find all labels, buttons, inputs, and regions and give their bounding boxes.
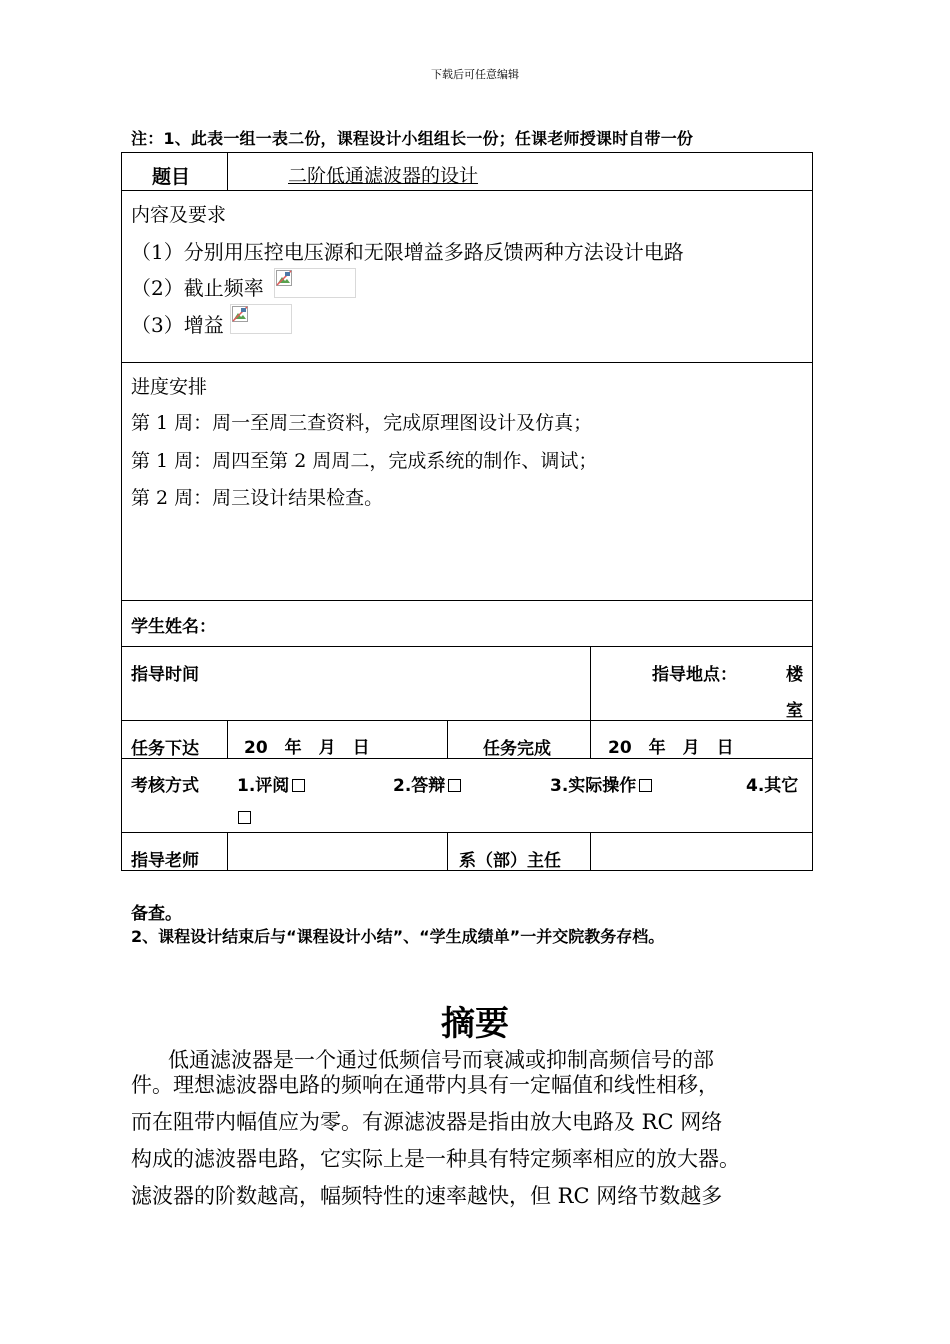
assessment-option-practical[interactable] (550, 771, 652, 796)
student-name-label: 学生姓名： (131, 617, 216, 637)
assessment-option-defense[interactable] (393, 771, 461, 796)
assessment-option-review[interactable] (237, 771, 305, 796)
checkbox-icon[interactable] (238, 811, 251, 824)
abstract-line-1: 低通滤波器是一个通过低频信号而衰减或抑制高频信号的部 (168, 1048, 714, 1072)
schedule-line-2: 第 1 周：周四至第 2 周周二，完成系统的制作、调试； (131, 450, 598, 472)
broken-image-icon (232, 306, 248, 322)
content-item-2: （2）截止频率 (131, 276, 264, 300)
checkbox-icon[interactable] (292, 779, 305, 792)
task-done-date: 20 年 月 日 (608, 738, 734, 758)
assessment-option-other[interactable] (746, 771, 798, 796)
schedule-line-3: 第 2 周：周三设计结果检查。 (131, 487, 384, 509)
checkbox-icon[interactable] (448, 779, 461, 792)
checkbox-icon[interactable] (639, 779, 652, 792)
dept-head-label: 系（部）主任 (459, 851, 561, 871)
broken-image-icon (276, 270, 292, 286)
abstract-title: 摘要 (441, 1004, 509, 1044)
remarks-line-2: 2、课程设计结束后与“课程设计小结”、“学生成绩单”一并交院教务存档。 (131, 927, 665, 946)
topic-value: 二阶低通滤波器的设计 (288, 165, 479, 187)
content-item-1: （1）分别用压控电压源和无限增益多路反馈两种方法设计电路 (131, 240, 684, 264)
gain-image (230, 304, 292, 334)
assessment-option-label: 1.评阅 (237, 776, 290, 796)
guide-place-room: 室 (786, 701, 803, 721)
guide-place-label: 指导地点： (652, 665, 737, 685)
table-note: 注：1、此表一组一表二份，课程设计小组组长一份；任课老师授课时自带一份 (131, 129, 694, 148)
abstract-line-3: 而在阻带内幅值应为零。有源滤波器是指由放大电路及 RC 网络 (131, 1110, 723, 1134)
assessment-option-label: 4.其它 (746, 776, 799, 796)
abstract-line-5: 滤波器的阶数越高，幅频特性的速率越快，但 RC 网络节数越多 (131, 1184, 723, 1208)
assessment-option-label: 3.实际操作 (550, 776, 637, 796)
schedule-heading: 进度安排 (131, 376, 208, 398)
content-heading: 内容及要求 (131, 204, 227, 226)
remarks-line-1: 备查。 (131, 904, 182, 924)
abstract-line-4: 构成的滤波器电路，它实际上是一种具有特定频率相应的放大器。 (131, 1147, 740, 1171)
assessment-label: 考核方式 (131, 776, 199, 796)
task-issue-date: 20 年 月 日 (244, 738, 370, 758)
task-done-label: 任务完成 (483, 739, 551, 759)
page-header: 下载后可任意编辑 (431, 68, 519, 81)
schedule-line-1: 第 1 周：周一至周三查资料，完成原理图设计及仿真； (131, 412, 593, 434)
teacher-label: 指导老师 (131, 851, 199, 871)
assessment-option-label: 2.答辩 (393, 776, 446, 796)
task-issue-label: 任务下达 (131, 739, 199, 759)
guide-place-floor: 楼 (786, 665, 803, 685)
guide-time-label: 指导时间 (131, 665, 199, 685)
abstract-line-2: 件。理想滤波器电路的频响在通带内具有一定幅值和线性相移， (131, 1073, 719, 1097)
cutoff-frequency-image (274, 268, 356, 298)
topic-label: 题目 (152, 166, 191, 188)
content-item-3: （3）增益 (131, 313, 224, 337)
